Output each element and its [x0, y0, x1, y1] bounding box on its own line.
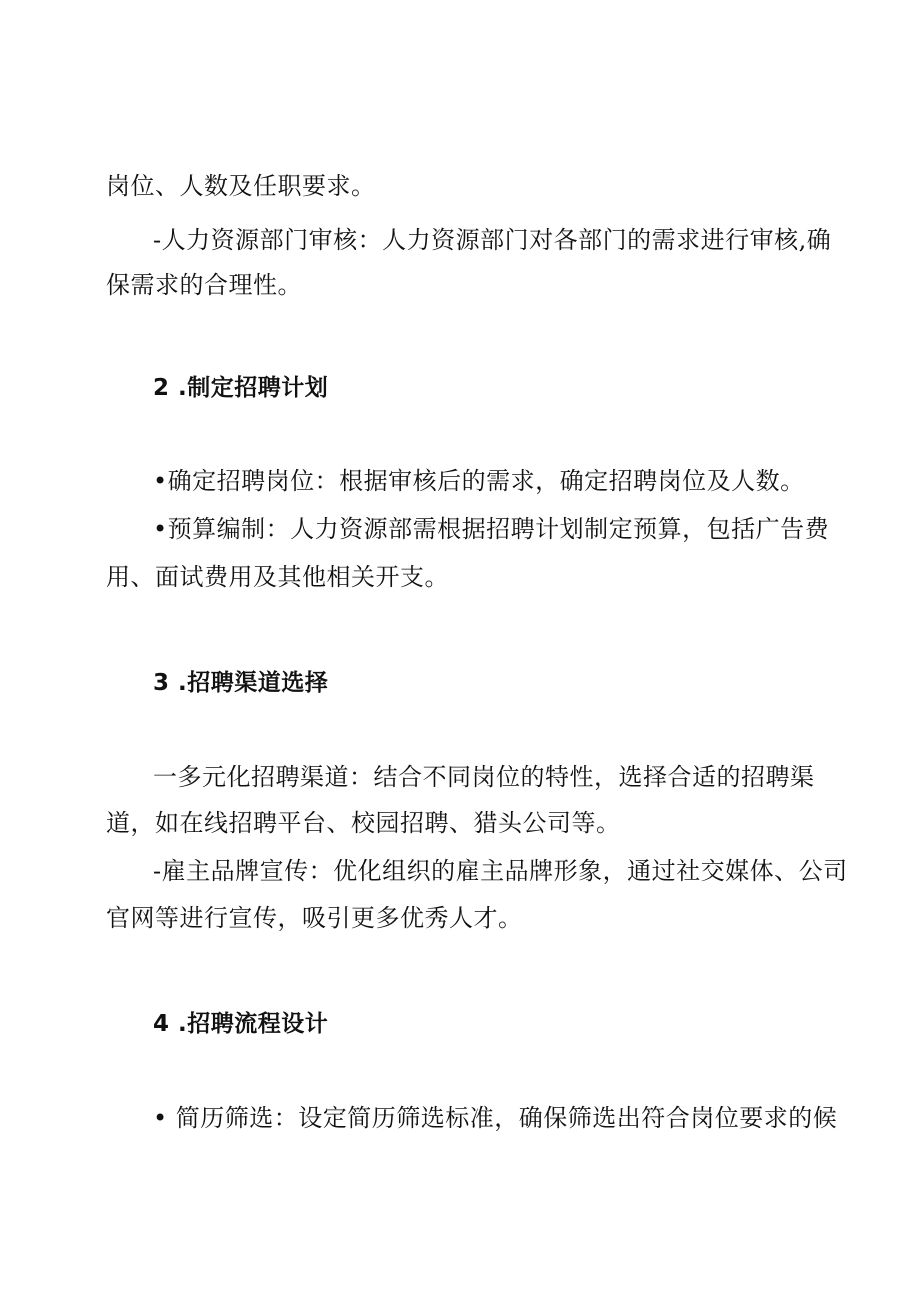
paragraph-line: 官网等进行宣传，吸引更多优秀人才。 [106, 904, 523, 932]
paragraph-line: 道，如在线招聘平台、校园招聘、猎头公司等。 [106, 809, 621, 837]
paragraph-line: -人力资源部门审核：人力资源部门对各部门的需求进行审核,确 [153, 226, 832, 254]
bullet-line: •确定招聘岗位：根据审核后的需求，确定招聘岗位及人数。 [153, 467, 805, 495]
bullet-line: • 简历筛选：设定简历筛选标准，确保筛选出符合岗位要求的候 [153, 1104, 838, 1132]
bullet-line: •预算编制：人力资源部需根据招聘计划制定预算，包括广告费 [153, 515, 830, 543]
section-heading: 2 .制定招聘计划 [153, 375, 329, 401]
section-heading: 4 .招聘流程设计 [153, 1011, 329, 1037]
paragraph-line: 用、面试费用及其他相关开支。 [106, 563, 449, 591]
bullet-line: 一多元化招聘渠道：结合不同岗位的特性，选择合适的招聘渠 [153, 763, 815, 791]
paragraph-line: 岗位、人数及任职要求。 [106, 172, 376, 200]
bullet-line: -雇主品牌宣传：优化组织的雇主品牌形象，通过社交媒体、公司 [153, 857, 848, 885]
paragraph-line: 保需求的合理性。 [106, 271, 302, 299]
section-heading: 3 .招聘渠道选择 [153, 670, 329, 696]
